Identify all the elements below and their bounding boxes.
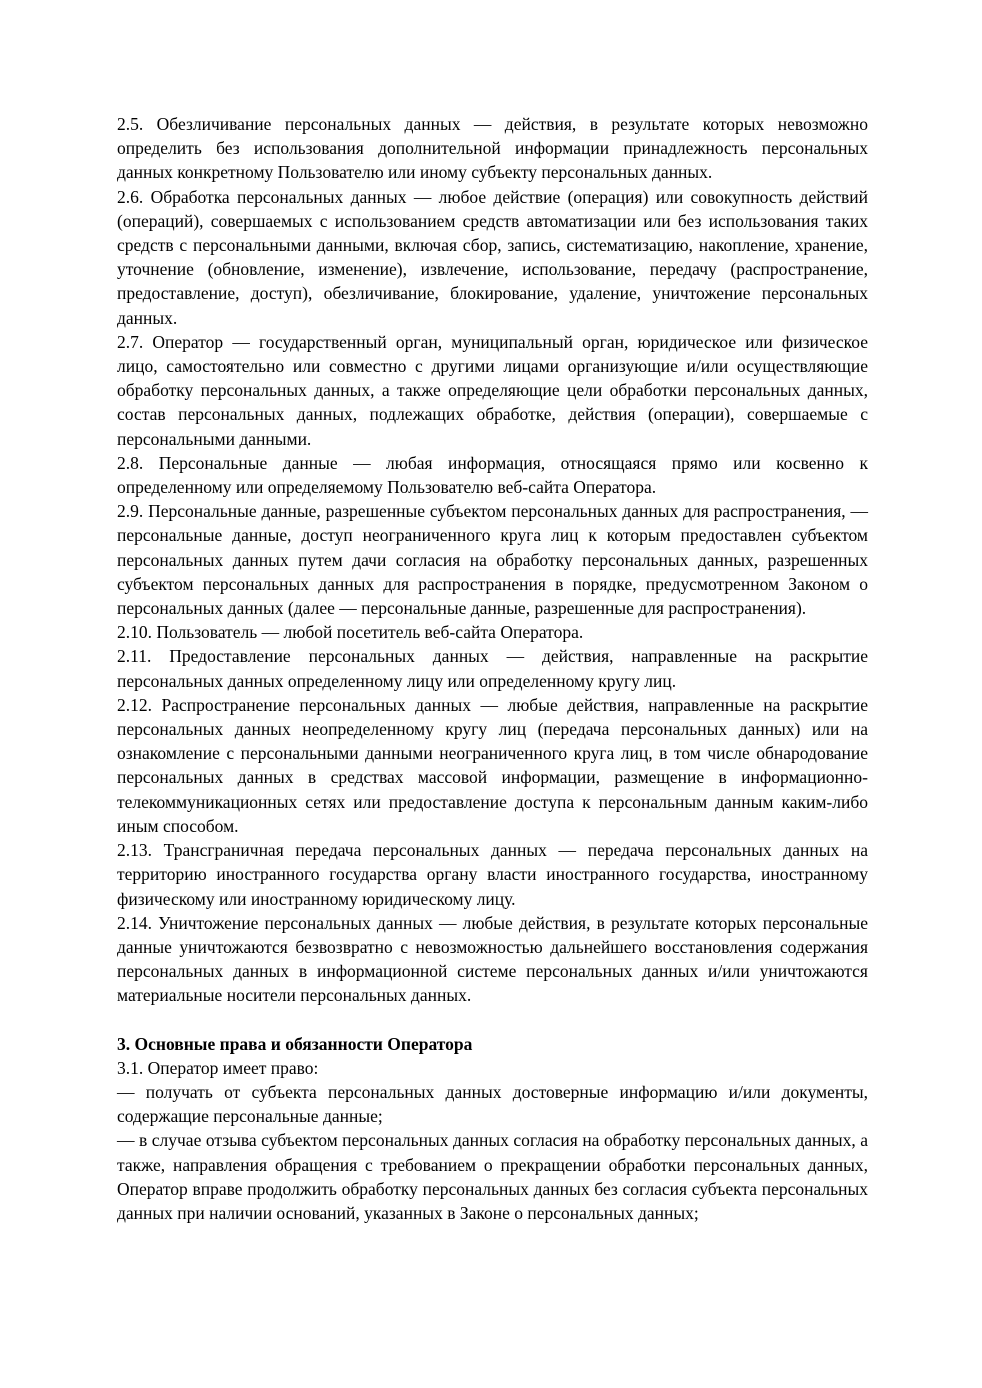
paragraph: 2.12. Распространение персональных данных — любые действия, направленные на раскрытие персональных данных неопределенному кругу лиц (передача персональных данных) или на ознакомление с персональными данными неограниченного круга лиц, в том числе обнародование персональных данных в средствах массовой информации, размещение в информационно-телекоммуникационных сетях или предоставление доступа к персональным данным каким-либо иным способом. bbox=[117, 694, 868, 836]
paragraph: 2.8. Персональные данные — любая информация, относящаяся прямо или косвенно к определенному или определяемому Пользователю веб-сайта Оператора. bbox=[117, 452, 868, 498]
section-heading: 3. Основные права и обязанности Оператора bbox=[117, 1033, 473, 1054]
paragraph: — в случае отзыва субъектом персональных данных согласия на обработку персональных данных, а также, направления обращения с требованием о прекращении обработки персональных данных, Оператор вправе продолжить обработку персональных данных без согласия субъекта персональных данных при наличии оснований, указанных в Законе о персональных данных; bbox=[117, 1130, 868, 1223]
paragraph: 2.11. Предоставление персональных данных — действия, направленные на раскрытие персональных данных определенному лицу или определенному кругу лиц. bbox=[117, 646, 868, 691]
paragraph: 2.10. Пользователь — любой посетитель веб-сайта Оператора. bbox=[117, 622, 584, 643]
paragraph: 2.14. Уничтожение персональных данных — любые действия, в результате которых персональные данные уничтожаются безвозвратно с невозможностью дальнейшего восстановления содержания персональных данных в информационной системе персональных данных и/или уничтожаются материальные носители персональных данных. bbox=[117, 912, 868, 1006]
paragraph: — получать от субъекта персональных данных достоверные информацию и/или документы, содержащие персональные данные; bbox=[117, 1081, 868, 1127]
paragraph: 2.9. Персональные данные, разрешенные субъектом персональных данных для распространения, — персональные данные, доступ неограниченного круга лиц к которым предоставлен субъектом персональных данных путем дачи согласия на обработку персональных данных, разрешенных субъектом персональных данных для распространения в порядке, предусмотренном Законом о персональных данных (далее — персональные данные, разрешенные для распространения). bbox=[117, 501, 868, 619]
paragraph: 2.7. Оператор — государственный орган, муниципальный орган, юридическое или физическое лицо, самостоятельно или совместно с другими лицами организующие и/или осуществляющие обработку персональных данных, а также определяющие цели обработки персональных данных, состав персональных данных, подлежащих обработке, действия (операции), совершаемые с персональными данными. bbox=[117, 331, 868, 449]
document-body bbox=[117, 112, 868, 1225]
paragraph: 3.1. Оператор имеет право: bbox=[117, 1057, 319, 1078]
paragraph: 2.13. Трансграничная передача персональных данных — передача персональных данных на территорию иностранного государства органу власти иностранного государства, иностранному физическому или иностранному юридическому лицу. bbox=[117, 840, 868, 909]
paragraph: 2.6. Обработка персональных данных — любое действие (операция) или совокупность действий (операций), совершаемых с использованием средств автоматизации или без использования таких средств с персональными данными, включая сбор, запись, систематизацию, накопление, хранение, уточнение (обновление, изменение), извлечение, использование, передачу (распространение, предоставление, доступ), обезличивание, блокирование, удаление, уничтожение персональных данных. bbox=[117, 186, 868, 328]
paragraph: 2.5. Обезличивание персональных данных — действия, в результате которых невозможно определить без использования дополнительной информации принадлежность персональных данных конкретному Пользователю или иному субъекту персональных данных. bbox=[117, 114, 868, 183]
